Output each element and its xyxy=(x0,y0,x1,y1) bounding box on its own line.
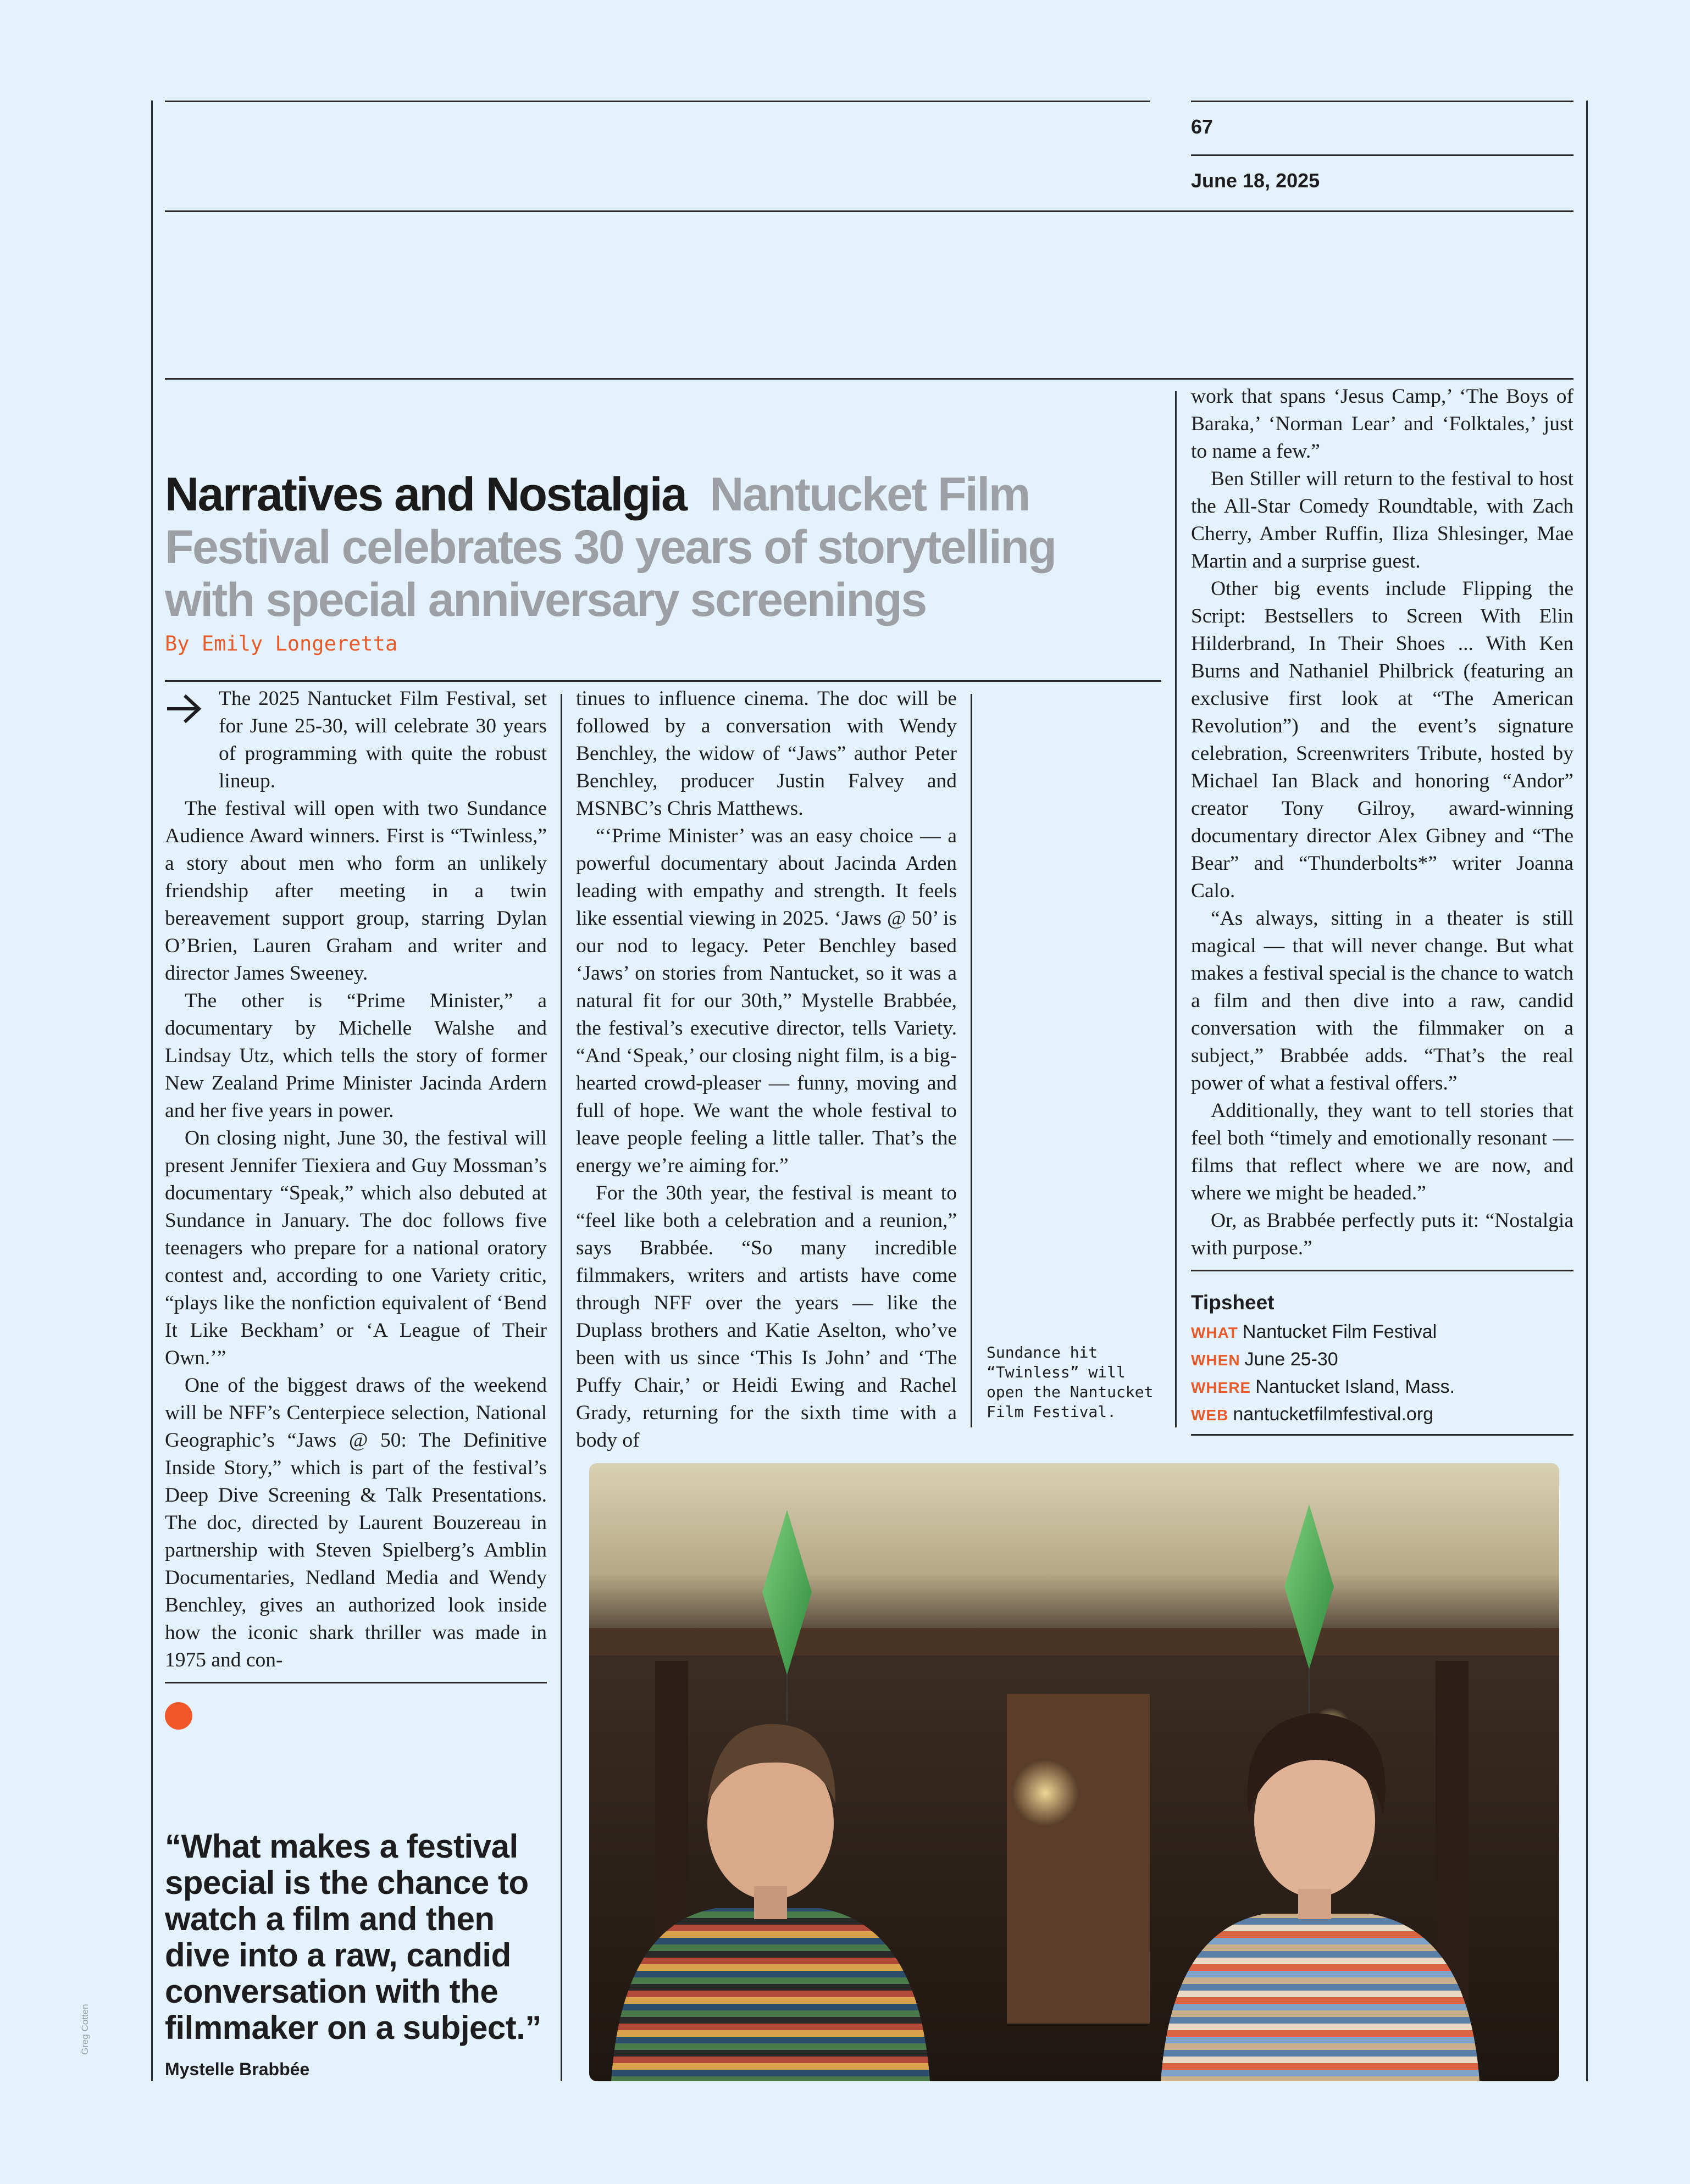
issue-date: June 18, 2025 xyxy=(1191,169,1320,192)
headline xyxy=(165,468,1149,626)
pull-quote-attribution: Mystelle Brabbée xyxy=(165,2059,310,2079)
paragraph: For the 30th year, the festival is meant to “feel like both a celebration and a reunion,” says Brabbée. “So many incredible filmmakers, writers and artists have come through NFF over the years — like the Duplass brothers and Katie Aselton, who’ve been with us since ‘This Is John’ and ‘The Puffy Chair,’ or Heidi Ewing and Rachel Grady, returning for the sixth time with a body of xyxy=(576,1182,957,1452)
paragraph: The 2025 Nantucket Film Festival, set for June 25-30, will celebrate 30 years of programming with quite the robust lineup. xyxy=(219,687,547,792)
header-bottom-rule xyxy=(165,210,1573,212)
photo-credit: Greg Cotten xyxy=(80,2004,90,2055)
headline-bottom-rule xyxy=(165,680,1161,682)
page-number: 67 xyxy=(1191,115,1214,138)
tipsheet-key: WHERE xyxy=(1191,1379,1251,1396)
header-rule-right xyxy=(1191,101,1573,102)
tipsheet-key: WHEN xyxy=(1191,1352,1240,1369)
tipsheet-row-web xyxy=(1191,1401,1433,1429)
page-left-rule xyxy=(151,101,153,2081)
tipsheet-value: Nantucket Island, Mass. xyxy=(1255,1376,1455,1397)
page-right-rule xyxy=(1586,101,1588,2081)
folio-divider xyxy=(1191,154,1573,156)
tipsheet-row-where xyxy=(1191,1373,1455,1402)
pull-quote xyxy=(165,1829,561,2087)
body-column-2 xyxy=(576,685,957,1454)
tipsheet-top-rule xyxy=(1191,1270,1573,1271)
body-column-1 xyxy=(165,685,547,1674)
photo-caption: Sundance hit “Twinless” will open the Nantucket Film Festival. xyxy=(987,1343,1154,1421)
tipsheet-title: Tipsheet xyxy=(1191,1291,1275,1314)
paragraph: “As always, sitting in a theater is still magical — that will never change. But what makes a festival special is the chance to watch a film and then dive into a raw, candid conversation with the filmmaker on a subject,” Brabbée adds. “That’s the real power of what a festival offers.” xyxy=(1191,907,1573,1094)
paragraph: On closing night, June 30, the festival will present Jennifer Tiexiera and Guy Mossman’s documentary “Speak,” which also debuted at Sundance in January. The doc follows five teenagers who prepare for a national oratory contest and, according to one Variety critic, “plays like the nonfiction equivalent of ‘Bend It Like Beckham’ or ‘A League of Their Own.’” xyxy=(165,1127,547,1369)
paragraph: “‘Prime Minister’ was an easy choice — a powerful documentary about Jacinda Arden leading with empathy and strength. It feels like essential viewing in 2025. ‘Jaws @ 50’ is our nod to legacy. Peter Benchley based ‘Jaws’ on stories from Nantucket, so it was a natural fit for our 30th,” Mystelle Brabbée, the festival’s executive director, tells Variety. “And ‘Speak,’ our closing night film, is a big-hearted crowd-pleaser — funny, moving and full of hope. We want the whole festival to leave people feeling a little taller. That’s the energy we’re aiming for.” xyxy=(576,825,957,1177)
tipsheet-key: WHAT xyxy=(1191,1324,1238,1341)
tipsheet-row-when xyxy=(1191,1346,1338,1374)
paragraph: One of the biggest draws of the weekend will be NFF’s Centerpiece selection, National Geographic’s “Jaws @ 50: The Definitive Inside Story,” which is part of the festival’s Deep Dive Screening & Talk Presentations. The doc, directed by Laurent Bouzereau in partnership with Steven Spielberg’s Amblin Documentaries, Nedland Media and Wendy Benchley, gives an authorized look inside how the iconic shark thriller was made in 1975 and con- xyxy=(165,1374,547,1671)
byline: By Emily Longeretta xyxy=(165,632,398,655)
headline-main: Narratives and Nostalgia xyxy=(165,468,686,521)
tipsheet-value: nantucketfilmfestival.org xyxy=(1233,1404,1434,1425)
tipsheet-value: June 25-30 xyxy=(1244,1349,1338,1370)
pull-quote-text: “What makes a festival special is the chance to watch a film and then dive into a raw, candid conversation with the filmmaker on a subject.” xyxy=(165,1828,541,2046)
article-top-rule xyxy=(165,378,1573,380)
paragraph: Other big events include Flipping the Script: Bestsellers to Screen With Elin Hilderbrand, In Their Shoes ... With Ken Burns and Nathaniel Philbrick (featuring an exclusive first look at “The American Revolution”) and the event’s signature celebration, Screenwriters Tribute, hosted by Michael Ian Black and honoring “Andor” creator Tony Gilroy, award-winning documentary director Alex Gibney and “The Bear” and “Thunderbolts*” writer Joanna Calo. xyxy=(1191,577,1573,902)
tipsheet-bottom-rule xyxy=(1191,1434,1573,1436)
paragraph: work that spans ‘Jesus Camp,’ ‘The Boys of Baraka,’ ‘Norman Lear’ and ‘Folktales,’ just to name a few.” xyxy=(1191,385,1573,463)
paragraph: Or, as Brabbée perfectly puts it: “Nostalgia with purpose.” xyxy=(1191,1209,1573,1259)
col-divider-2 xyxy=(971,694,972,1427)
col-divider-1 xyxy=(561,694,562,2081)
tipsheet-value: Nantucket Film Festival xyxy=(1242,1321,1437,1342)
col1-end-rule xyxy=(165,1682,547,1683)
tipsheet-key: WEB xyxy=(1191,1407,1229,1424)
paragraph: Additionally, they want to tell stories that feel both “timely and emotionally resonant — films that reflect where we are now, and where we might be headed.” xyxy=(1191,1099,1573,1204)
pull-quote-dot xyxy=(165,1702,192,1730)
paragraph: tinues to influence cinema. The doc will be followed by a conversation with Wendy Benchley, the widow of “Jaws” author Peter Benchley, producer Justin Falvey and MSNBC’s Chris Matthews. xyxy=(576,687,957,820)
paragraph: The other is “Prime Minister,” a documentary by Michelle Walshe and Lindsay Utz, which tells the story of former New Zealand Prime Minister Jacinda Ardern and her five years in power. xyxy=(165,990,547,1122)
twinless-photo xyxy=(589,1463,1559,2081)
tipsheet-row-what xyxy=(1191,1318,1437,1347)
col-divider-3 xyxy=(1175,391,1177,1427)
paragraph: Ben Stiller will return to the festival to host the All-Star Comedy Roundtable, with Zach Cherry, Amber Ruffin, Iliza Shlesinger, Mae Martin and a surprise guest. xyxy=(1191,468,1573,573)
header-rule-left xyxy=(165,101,1150,102)
body-column-3 xyxy=(1191,383,1573,1262)
headline-deck: Nantucket Film Festival celebrates 30 years of storytelling with special anniversary screenings xyxy=(165,468,1056,626)
paragraph: The festival will open with two Sundance Audience Award winners. First is “Twinless,” a story about men who form an unlikely friendship after meeting in a twin bereavement support group, starring Dylan O’Brien, Lauren Graham and writer and director James Sweeney. xyxy=(165,797,547,985)
